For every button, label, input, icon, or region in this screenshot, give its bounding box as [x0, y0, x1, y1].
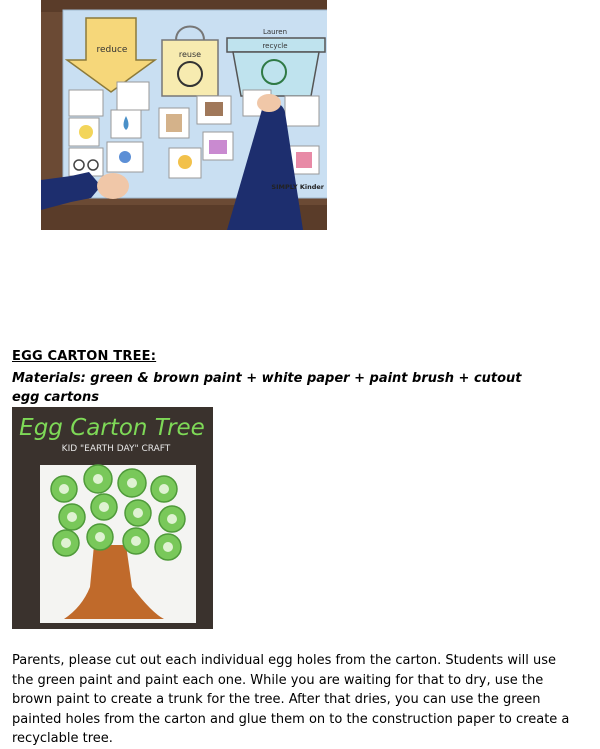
brand-label: SIMPLY Kinder [271, 183, 324, 191]
craft-subtitle: KID "EARTH DAY" CRAFT [61, 444, 171, 454]
recycling-activity-photo [41, 0, 327, 230]
craft-title: Egg Carton Tree [19, 415, 205, 441]
egg-carton-tree-photo [12, 407, 213, 629]
instructions-paragraph: Parents, please cut out each individual egg holes from the carton. Students will use the green paint and paint each one. While you are waiting for that to dry, use the brown paint to create a trunk for the tree. After that dries, you can use the green painted holes from the carton and glue them on to the construction paper to create a recyclable tree. [12, 653, 570, 746]
recycle-label: recycle [262, 42, 288, 50]
materials-list: Materials: green & brown paint + white paper + paint brush + cutout egg cartons [12, 371, 522, 405]
recycle-bin-icon [227, 28, 325, 96]
reduce-label: reduce [96, 45, 128, 55]
section-heading: EGG CARTON TREE: [12, 349, 157, 364]
reuse-label: reuse [178, 50, 202, 59]
bin-name-label: Lauren [262, 28, 288, 36]
